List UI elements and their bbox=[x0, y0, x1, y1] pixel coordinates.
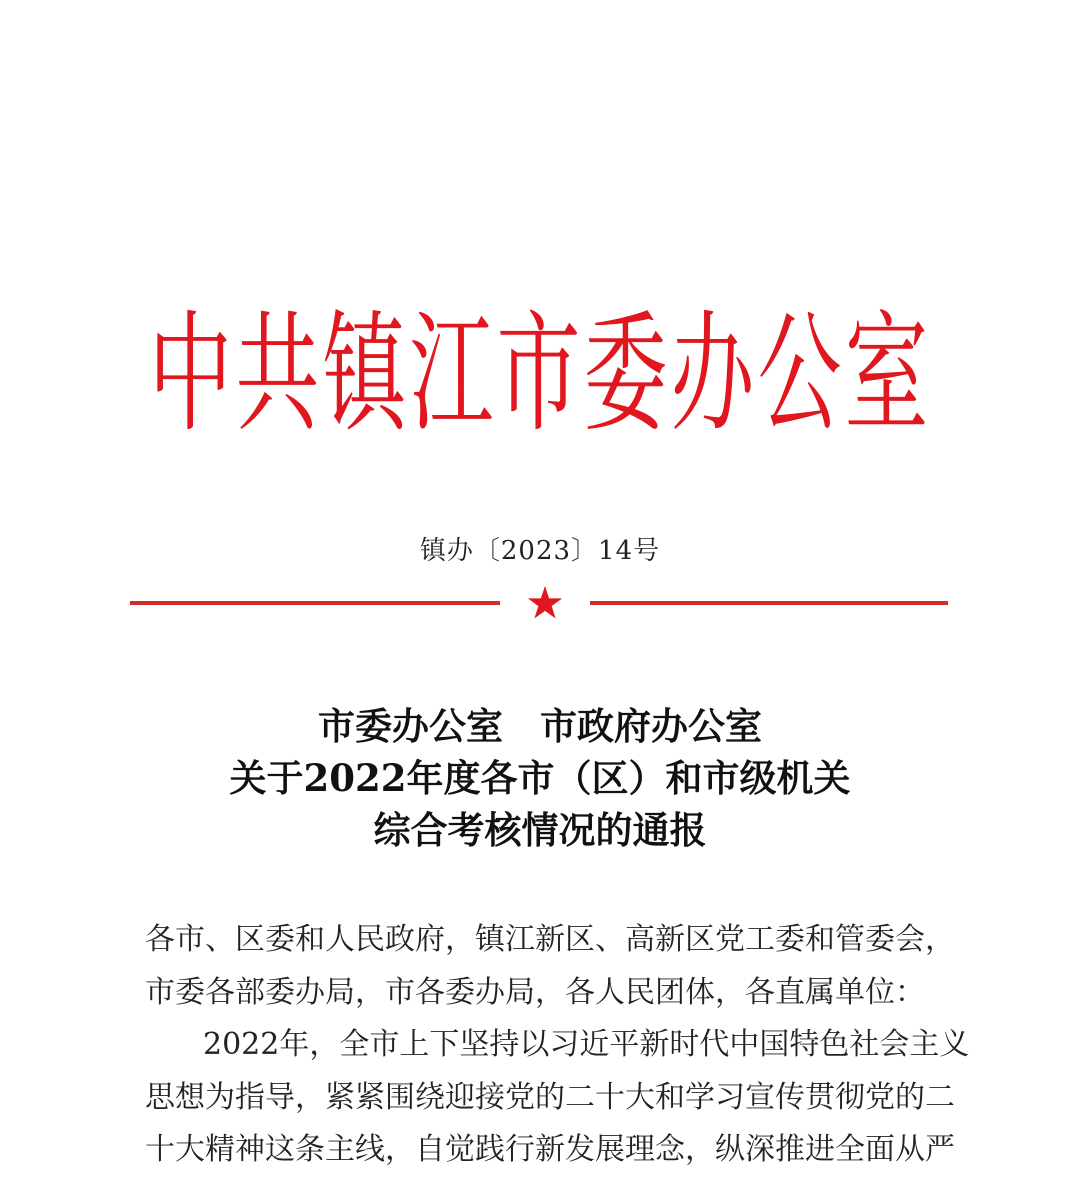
document-body bbox=[145, 914, 970, 1177]
title-line: 关于2022年度各市（区）和市级机关 bbox=[229, 756, 851, 800]
red-star-icon bbox=[527, 586, 563, 620]
body-line: 十大精神这条主线，自觉践行新发展理念，纵深推进全面从严 bbox=[145, 1132, 955, 1167]
body-line: 各市、区委和人民政府，镇江新区、高新区党工委和管委会， bbox=[145, 922, 955, 957]
document-title bbox=[0, 700, 1080, 856]
title-line: 综合考核情况的通报 bbox=[373, 808, 707, 852]
title-line: 市委办公室 市政府办公室 bbox=[318, 704, 762, 748]
red-divider-left bbox=[130, 601, 500, 605]
body-line: 2022年，全市上下坚持以习近平新时代中国特色社会主义 bbox=[203, 1027, 970, 1062]
red-divider-right bbox=[590, 601, 948, 605]
body-line: 思想为指导，紧紧围绕迎接党的二十大和学习宣传贯彻党的二 bbox=[145, 1079, 955, 1115]
document-number: 镇办〔2023〕14号 bbox=[419, 536, 661, 566]
body-line: 市委各部委办局，市各委办局，各人民团体，各直属单位： bbox=[145, 974, 925, 1010]
issuer-header: 中共镇江市委办公室 bbox=[148, 297, 932, 450]
